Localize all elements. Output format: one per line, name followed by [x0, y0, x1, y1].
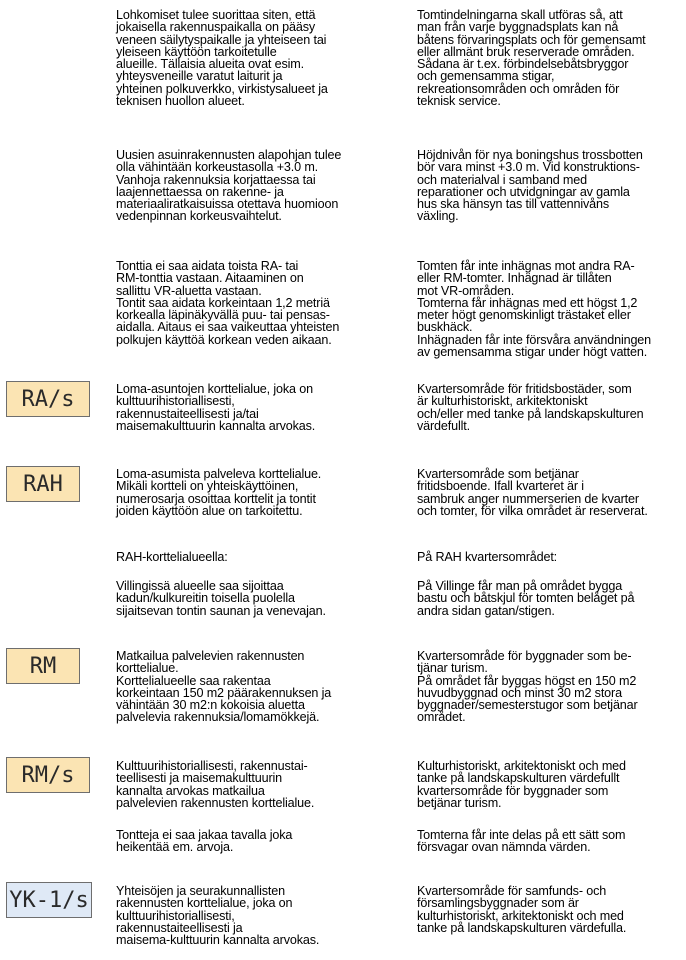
sv-text-rm-s: Kulturhistoriskt, arkitektoniskt och med tanke på landskapskulturen värdefullt kvartersområde för byggnader som betjänar turism. — [417, 759, 626, 810]
zone-badge-rah: RAH — [6, 466, 80, 502]
zone-badge-ra-s: RA/s — [6, 381, 90, 417]
sv-text-rm-s-division: Tomterna får inte delas på ett sätt som försvagar ovan nämnda värden. — [417, 828, 626, 855]
fi-text-floor-level: Uusien asuinrakennusten alapohjan tulee olla vähintään korkeustasolla +3.0 m. Vanhoja rakennuksia korjattaessa tai laajennettaessa on rakenne- ja materiaaliratkaisuissa otettava huomioon vedenpinnan korkeusvaihtelut. — [116, 148, 342, 224]
zone-badge-yk-1-s: YK-1/s — [6, 882, 92, 918]
fi-text-yk-1-s: Yhteisöjen ja seurakunnallisten rakennusten korttelialue, joka on kulttuurihistoriallisesti, rakennustaiteellisesti ja maisema-kulttuurin kannalta arvokas. — [116, 884, 320, 948]
fi-text-fencing: Tonttia ei saa aidata toista RA- tai RM-tonttia vastaan. Aitaaminen on sallittu VR-aluetta vastaan. Tontit saa aidata korkeintaan 1,2 metriä korkealla läpinäkyvällä puu- tai pensas- aidalla. Aitaus ei saa vaikeuttaa yhteisten polkujen käyttöä korkean veden aikaan. — [116, 259, 340, 347]
sv-text-fencing: Tomten får inte inhägnas mot andra RA- eller RM-tomter. Inhägnad är tillåten mot VR-områden. Tomterna får inhägnas med ett högst 1,2 meter högt genomskinligt trästaket eller buskhäck. Inhägnaden får inte försvåra användningen av gemensamma stigar under högt vatten. — [417, 259, 652, 360]
sv-text-rah: Kvartersområde som betjänar fritidsboende. Ifall kvarteret är i sambruk anger nummerserien de kvarter och tomter, för vilka området är reserverat. — [417, 467, 648, 518]
fi-text-rah-heading: RAH-korttelialueella: — [116, 550, 228, 564]
sv-text-floor-level: Höjdnivån för nya boningshus trossbotten bör vara minst +3.0 m. Vid konstruktions- och materialval i samband med reparationer och utvidgningar av gamla hus ska hänsyn tas till vattennivåns växling. — [417, 148, 643, 224]
fi-text-ra-s: Loma-asuntojen korttelialue, joka on kulttuurihistoriallisesti, rakennustaiteellisesti ja/tai maisemakulttuurin kannalta arvokas. — [116, 382, 316, 433]
sv-text-ra-s: Kvartersområde för fritidsbostäder, som är kulturhistoriskt, arkitektoniskt och/eller med tanke på landskapskulturen värdefullt. — [417, 382, 644, 433]
fi-text-rm-s-division: Tontteja ei saa jakaa tavalla joka heikentää em. arvoja. — [116, 828, 293, 855]
zone-badge-rm: RM — [6, 648, 80, 684]
sv-text-rm: Kvartersområde för byggnader som be- tjänar turism. På området får byggas högst en 150 m2 huvudbyggnad och minst 30 m2 stora byggnader/semesterstugor som betjänar området. — [417, 649, 638, 725]
sv-text-rah-heading: På RAH kvartersområdet: — [417, 550, 558, 564]
fi-text-lot-division: Lohkomiset tulee suorittaa siten, että jokaisella rakennuspaikalla on pääsy veneen säilytyspaikalle ja yhteiseen tai yleiseen käyttöön tarkoitetulle alueille. Tällaisia alueita ovat esim. yhteysveneille varatut laiturit ja yhteinen polkuverkko, virkistysalueet ja teknisen huollon alueet. — [116, 8, 328, 109]
zone-badge-rm-s: RM/s — [6, 757, 90, 793]
fi-text-villinge: Villingissä alueelle saa sijoittaa kadun/kulkureitin toisella puolella sijaitsevan tontin saunan ja venevajan. — [116, 579, 326, 618]
sv-text-lot-division: Tomtindelningarna skall utföras så, att man från varje byggnadsplats kan nå båtens förvaringsplats och för gemensamt eller allmänt bruk reserverade områden. Sådana är t.ex. förbindelsebåtsbryggor och gemensamma stigar, rekreationsområden och områden för teknisk service. — [417, 8, 646, 109]
fi-text-rah: Loma-asumista palveleva korttelialue. Mikäli kortteli on yhteiskäyttöinen, numerosarja osoittaa korttelit ja tontit joiden käyttöön alue on tarkoitettu. — [116, 467, 322, 518]
fi-text-rm-s: Kulttuurihistoriallisesti, rakennustai- teellisesti ja maisemakulttuurin kannalta arvokas matkailua palvelevien rakennusten korttelialue. — [116, 759, 315, 810]
sv-text-villinge: På Villinge får man på området bygga bastu och båtskjul för tomten belåget på andra sidan gatan/stigen. — [417, 579, 635, 618]
sv-text-yk-1-s: Kvartersområde för samfunds- och församlingsbyggnader som är kulturhistoriskt, arkitektoniskt och med tanke på landskapskulturen värdefulla. — [417, 884, 627, 935]
fi-text-rm: Matkailua palvelevien rakennusten korttelialue. Korttelialueelle saa rakentaa korkeintaan 150 m2 päärakennuksen ja vähintään 30 m2:n kokoisia aluetta palvelevia rakennuksia/lomamökkejä. — [116, 649, 332, 725]
